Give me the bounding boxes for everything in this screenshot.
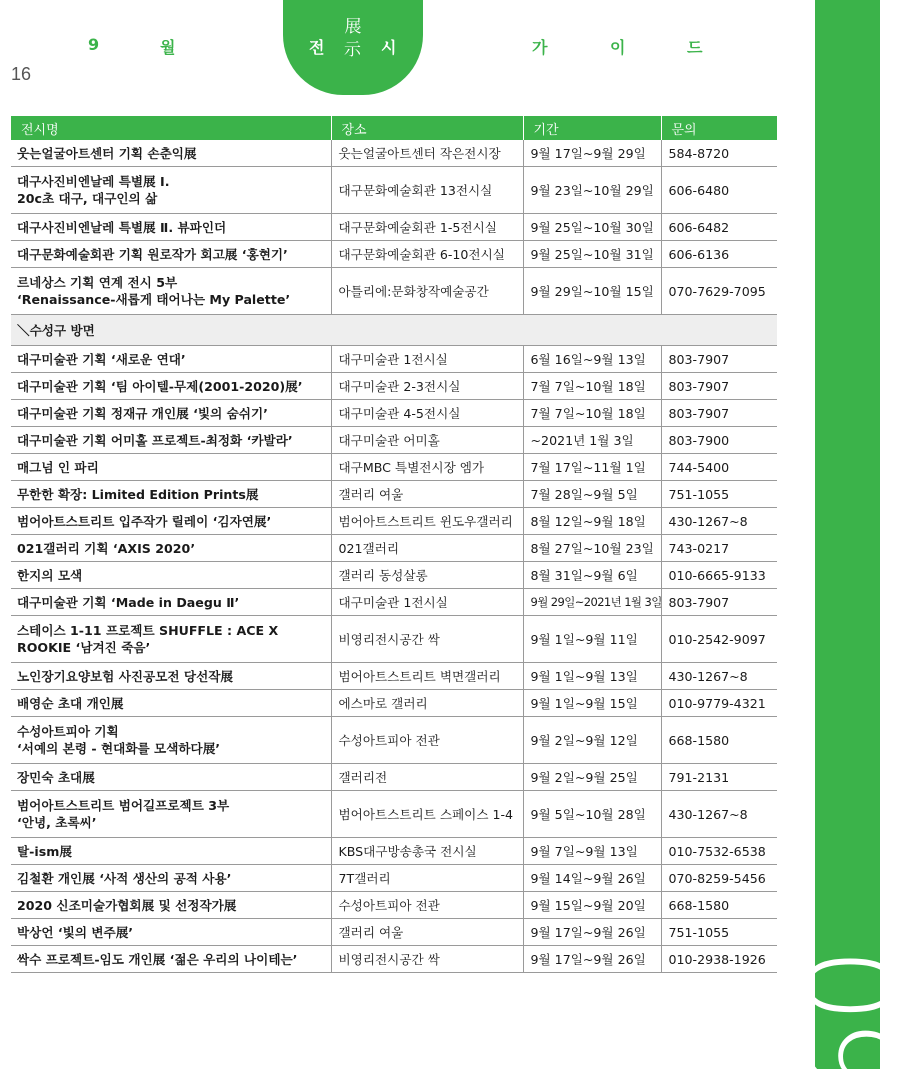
venue-cell: KBS대구방송총국 전시실 xyxy=(331,838,523,865)
exhibition-name-cell xyxy=(11,717,331,764)
exhibition-name: 수성아트피아 기획 xyxy=(17,724,119,739)
venue-cell: 대구미술관 2-3전시실 xyxy=(331,373,523,400)
period-cell: 9월 2일~9월 12일 xyxy=(523,717,661,764)
period-cell: 9월 15일~9월 20일 xyxy=(523,892,661,919)
contact-cell: 430-1267~8 xyxy=(661,663,777,690)
exhibition-name-cell xyxy=(11,589,331,616)
period-cell: 9월 1일~9월 11일 xyxy=(523,616,661,663)
exhibition-name-cell xyxy=(11,140,331,167)
table-row xyxy=(11,454,777,481)
period-cell: 9월 7일~9월 13일 xyxy=(523,838,661,865)
page-number: 16 xyxy=(11,64,32,84)
period-cell: 9월 17일~9월 26일 xyxy=(523,946,661,973)
period-cell: 9월 29일~2021년 1월 3일 xyxy=(523,589,661,616)
exhibition-name-cell xyxy=(11,241,331,268)
exhibition-name-cell xyxy=(11,454,331,481)
contact-cell: 430-1267~8 xyxy=(661,508,777,535)
period-cell: 9월 29일~10월 15일 xyxy=(523,268,661,315)
period-cell: 8월 12일~9월 18일 xyxy=(523,508,661,535)
table-row xyxy=(11,268,777,315)
exhibition-name-cell xyxy=(11,946,331,973)
venue-cell: 대구미술관 4-5전시실 xyxy=(331,400,523,427)
contact-cell: 743-0217 xyxy=(661,535,777,562)
venue-cell: 갤러리 여울 xyxy=(331,481,523,508)
period-cell: 9월 17일~9월 29일 xyxy=(523,140,661,167)
tab-word-1: 전 xyxy=(309,38,325,57)
table-row xyxy=(11,838,777,865)
contact-cell: 070-7629-7095 xyxy=(661,268,777,315)
exhibition-name: 021갤러리 기획 ‘AXIS 2020’ xyxy=(17,540,196,556)
exhibition-name: 무한한 확장: Limited Edition Prints展 xyxy=(17,486,259,502)
period-cell: 6월 16일~9월 13일 xyxy=(523,346,661,373)
table-row xyxy=(11,214,777,241)
table-row xyxy=(11,589,777,616)
period-cell: 7월 28일~9월 5일 xyxy=(523,481,661,508)
exhibition-name-cell xyxy=(11,346,331,373)
table-row xyxy=(11,690,777,717)
table-row xyxy=(11,535,777,562)
venue-cell: 웃는얼굴아트센터 작은전시장 xyxy=(331,140,523,167)
exhibition-name: 노인장기요양보험 사진공모전 당선작展 xyxy=(17,668,234,684)
table-row xyxy=(11,346,777,373)
exhibition-name: 범어아트스트리트 입주작가 릴레이 ‘김자연展’ xyxy=(17,513,272,529)
exhibition-name: 스테이스 1-11 프로젝트 SHUFFLE : ACE X xyxy=(17,623,279,638)
exhibition-name-cell xyxy=(11,400,331,427)
table-row xyxy=(11,865,777,892)
exhibition-name-cell xyxy=(11,481,331,508)
venue-cell: 비영리전시공간 싹 xyxy=(331,946,523,973)
venue-cell: 범어아트스트리트 윈도우갤러리 xyxy=(331,508,523,535)
contact-cell: 803-7907 xyxy=(661,373,777,400)
period-cell: 9월 5일~10월 28일 xyxy=(523,791,661,838)
side-month-number: 09 xyxy=(779,948,917,1090)
exhibition-name-cell xyxy=(11,791,331,838)
exhibition-name: 대구미술관 기획 ‘새로운 연대’ xyxy=(17,351,186,367)
contact-cell: 751-1055 xyxy=(661,481,777,508)
table-header-row xyxy=(11,116,777,140)
table-row xyxy=(11,427,777,454)
exhibition-name-cell xyxy=(11,373,331,400)
exhibition-name-line2: ‘Renaissance-새롭게 태어나는 My Palette’ xyxy=(17,292,291,307)
table-row xyxy=(11,946,777,973)
exhibition-name: 배영순 초대 개인展 xyxy=(17,695,124,711)
exhibition-name: 대구문화예술회관 기획 원로작가 회고展 ‘홍현기’ xyxy=(17,246,288,262)
side-color-bar xyxy=(779,0,917,1090)
table-row xyxy=(11,616,777,663)
period-cell: 8월 31일~9월 6일 xyxy=(523,562,661,589)
exhibition-name: 김철환 개인展 ‘사적 생산의 공적 사용’ xyxy=(17,870,232,886)
period-cell: 9월 1일~9월 15일 xyxy=(523,690,661,717)
contact-cell: 070-8259-5456 xyxy=(661,865,777,892)
table-row xyxy=(11,892,777,919)
exhibition-name-line2: 20c초 대구, 대구인의 삶 xyxy=(17,191,158,206)
venue-cell: 대구미술관 1전시실 xyxy=(331,346,523,373)
exhibition-name: 대구미술관 기획 어미홀 프로젝트-최정화 ‘카발라’ xyxy=(17,432,293,448)
exhibition-name: 장민숙 초대展 xyxy=(17,769,95,785)
venue-cell: 대구문화예술회관 1-5전시실 xyxy=(331,214,523,241)
exhibition-name-cell xyxy=(11,892,331,919)
venue-cell: 수성아트피아 전관 xyxy=(331,717,523,764)
col-header-contact: 문의 xyxy=(661,116,777,140)
venue-cell: 대구미술관 1전시실 xyxy=(331,589,523,616)
period-cell: 9월 23일~10월 29일 xyxy=(523,167,661,214)
tab-word-3: 시 xyxy=(381,38,397,57)
header-word-ga: 가 xyxy=(532,38,548,57)
header-word-i: 이 xyxy=(610,38,626,57)
venue-cell: 범어아트스트리트 스페이스 1-4 xyxy=(331,791,523,838)
contact-cell: 584-8720 xyxy=(661,140,777,167)
contact-cell: 803-7900 xyxy=(661,427,777,454)
venue-cell: 아틀리에:문화창작예술공간 xyxy=(331,268,523,315)
venue-cell: 대구문화예술회관 13전시실 xyxy=(331,167,523,214)
table-row xyxy=(11,919,777,946)
exhibition-name: 대구사진비엔날레 특별展 Ⅱ. 뷰파인더 xyxy=(17,219,227,235)
exhibition-name: 범어아트스트리트 범어길프로젝트 3부 xyxy=(17,798,230,813)
contact-cell: 668-1580 xyxy=(661,892,777,919)
exhibition-name-cell xyxy=(11,690,331,717)
exhibition-name-cell xyxy=(11,535,331,562)
exhibition-name: 대구사진비엔날레 특별展 Ⅰ. xyxy=(17,174,170,189)
table-row xyxy=(11,663,777,690)
exhibition-name: 싹수 프로젝트-임도 개인展 ‘젊은 우리의 나이테는’ xyxy=(17,951,298,967)
table-row xyxy=(11,140,777,167)
period-cell: 9월 25일~10월 31일 xyxy=(523,241,661,268)
col-header-period: 기간 xyxy=(523,116,661,140)
exhibition-name-cell xyxy=(11,764,331,791)
exhibition-name-cell xyxy=(11,919,331,946)
contact-cell: 606-6136 xyxy=(661,241,777,268)
header-tab xyxy=(283,0,423,95)
exhibition-name: 대구미술관 기획 ‘Made in Daegu Ⅱ’ xyxy=(17,594,240,610)
period-cell: 9월 2일~9월 25일 xyxy=(523,764,661,791)
venue-cell: 021갤러리 xyxy=(331,535,523,562)
contact-cell: 430-1267~8 xyxy=(661,791,777,838)
exhibition-name-cell xyxy=(11,663,331,690)
tab-top-char: 展 xyxy=(344,17,362,37)
period-cell: 9월 25일~10월 30일 xyxy=(523,214,661,241)
exhibition-name-cell xyxy=(11,508,331,535)
period-cell: 9월 1일~9월 13일 xyxy=(523,663,661,690)
exhibition-name-cell xyxy=(11,865,331,892)
header-word-month: 월 xyxy=(160,38,176,57)
exhibition-name-cell xyxy=(11,167,331,214)
exhibition-name-line2: ‘서예의 본령 - 현대화를 모색하다展’ xyxy=(17,741,221,756)
venue-cell: 범어아트스트리트 벽면갤러리 xyxy=(331,663,523,690)
col-header-venue: 장소 xyxy=(331,116,523,140)
period-cell: 7월 7일~10월 18일 xyxy=(523,400,661,427)
contact-cell: 791-2131 xyxy=(661,764,777,791)
table-row xyxy=(11,508,777,535)
tab-word-2: 示 xyxy=(344,40,361,60)
venue-cell: 갤러리 동성살롱 xyxy=(331,562,523,589)
exhibition-name-line2: ROOKIE ‘남겨진 죽음’ xyxy=(17,640,151,655)
venue-cell: 7T갤러리 xyxy=(331,865,523,892)
contact-cell: 744-5400 xyxy=(661,454,777,481)
contact-cell: 606-6482 xyxy=(661,214,777,241)
table-row xyxy=(11,241,777,268)
col-header-name: 전시명 xyxy=(11,116,331,140)
exhibition-name: 르네상스 기획 연계 전시 5부 xyxy=(17,275,178,290)
venue-cell: 대구MBC 특별전시장 엠가 xyxy=(331,454,523,481)
exhibition-name-line2: ‘안녕, 초록씨’ xyxy=(17,815,97,830)
contact-cell: 803-7907 xyxy=(661,346,777,373)
venue-cell: 갤러리전 xyxy=(331,764,523,791)
header-word-9: 9 xyxy=(88,35,100,54)
exhibition-name-cell xyxy=(11,562,331,589)
contact-cell: 010-6665-9133 xyxy=(661,562,777,589)
exhibition-name: 박상언 ‘빛의 변주展’ xyxy=(17,924,134,940)
venue-cell: 갤러리 여울 xyxy=(331,919,523,946)
exhibition-name: 매그넘 인 파리 xyxy=(17,459,99,475)
venue-cell: 에스마로 갤러리 xyxy=(331,690,523,717)
exhibition-table xyxy=(11,116,777,973)
contact-cell: 606-6480 xyxy=(661,167,777,214)
contact-cell: 803-7907 xyxy=(661,589,777,616)
table-row xyxy=(11,717,777,764)
exhibition-name: 탈-ism展 xyxy=(17,843,72,859)
contact-cell: 803-7907 xyxy=(661,400,777,427)
venue-cell: 수성아트피아 전관 xyxy=(331,892,523,919)
exhibition-name: 대구미술관 기획 정재규 개인展 ‘빛의 숨쉬기’ xyxy=(17,405,268,421)
contact-cell: 010-7532-6538 xyxy=(661,838,777,865)
exhibition-name-cell xyxy=(11,214,331,241)
exhibition-name: 한지의 모색 xyxy=(17,567,83,583)
table-row xyxy=(11,481,777,508)
exhibition-name-cell xyxy=(11,268,331,315)
exhibition-name-cell xyxy=(11,427,331,454)
section-row xyxy=(11,315,777,346)
period-cell: 9월 17일~9월 26일 xyxy=(523,919,661,946)
exhibition-name: 2020 신조미술가협회展 및 선정작가展 xyxy=(17,897,237,913)
contact-cell: 010-9779-4321 xyxy=(661,690,777,717)
contact-cell: 010-2542-9097 xyxy=(661,616,777,663)
table-row xyxy=(11,764,777,791)
period-cell: 9월 14일~9월 26일 xyxy=(523,865,661,892)
table-row xyxy=(11,373,777,400)
period-cell: ~2021년 1월 3일 xyxy=(523,427,661,454)
period-cell: 7월 7일~10월 18일 xyxy=(523,373,661,400)
exhibition-name-cell xyxy=(11,838,331,865)
table-row xyxy=(11,400,777,427)
period-cell: 7월 17일~11월 1일 xyxy=(523,454,661,481)
period-cell: 8월 27일~10월 23일 xyxy=(523,535,661,562)
venue-cell: 대구미술관 어미홀 xyxy=(331,427,523,454)
exhibition-name-cell xyxy=(11,616,331,663)
contact-cell: 751-1055 xyxy=(661,919,777,946)
table-row xyxy=(11,167,777,214)
header-word-de: 드 xyxy=(687,38,703,57)
table-row xyxy=(11,562,777,589)
section-title: ＼수성구 방면 xyxy=(11,315,777,346)
venue-cell: 비영리전시공간 싹 xyxy=(331,616,523,663)
contact-cell: 668-1580 xyxy=(661,717,777,764)
exhibition-name: 웃는얼굴아트센터 기획 손춘익展 xyxy=(17,145,197,161)
contact-cell: 010-2938-1926 xyxy=(661,946,777,973)
exhibition-name: 대구미술관 기획 ‘팀 아이텔-무제(2001-2020)展’ xyxy=(17,378,303,394)
table-row xyxy=(11,791,777,838)
venue-cell: 대구문화예술회관 6-10전시실 xyxy=(331,241,523,268)
